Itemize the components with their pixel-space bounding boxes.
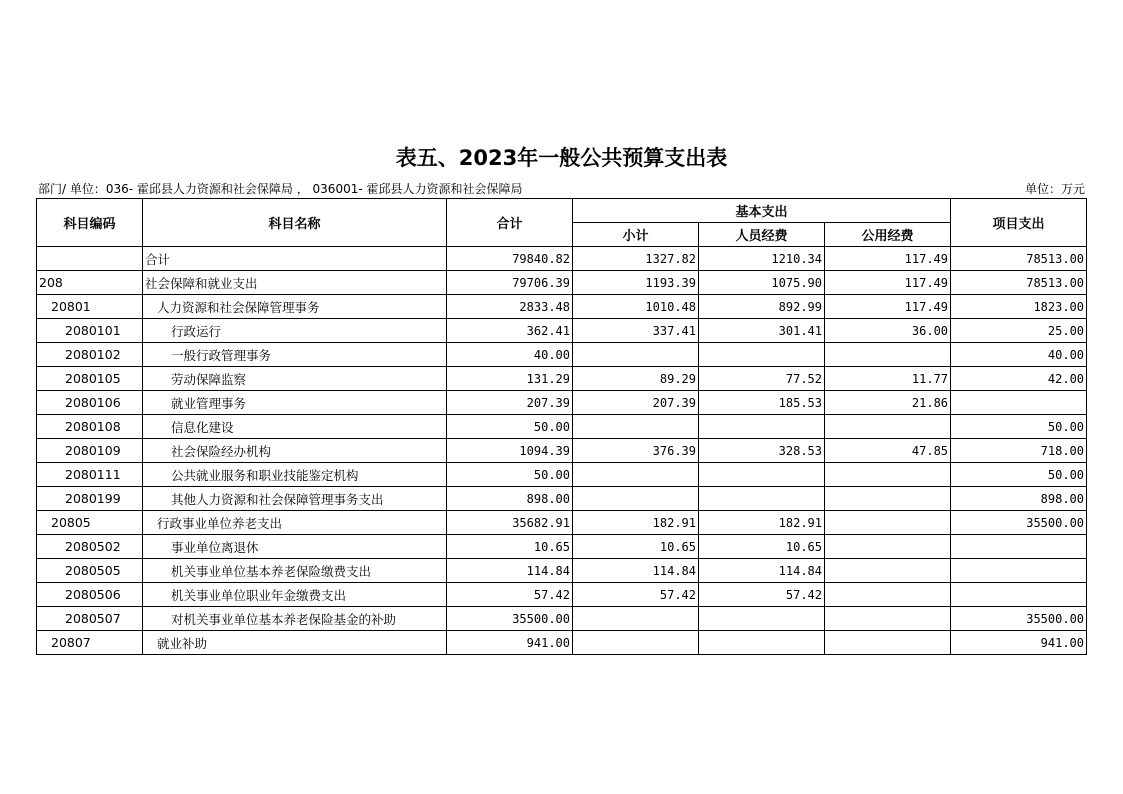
cell-public — [825, 463, 951, 487]
cell-project: 941.00 — [951, 631, 1087, 655]
table-row — [37, 271, 1087, 295]
cell-project: 78513.00 — [951, 247, 1087, 271]
cell-subtotal: 10.65 — [573, 535, 699, 559]
table-row — [37, 583, 1087, 607]
cell-code: 2080108 — [37, 415, 143, 439]
cell-personnel: 301.41 — [699, 319, 825, 343]
cell-personnel: 892.99 — [699, 295, 825, 319]
cell-project: 42.00 — [951, 367, 1087, 391]
cell-project: 1823.00 — [951, 295, 1087, 319]
header-code: 科目编码 — [37, 199, 143, 247]
table-row — [37, 343, 1087, 367]
cell-subtotal: 1193.39 — [573, 271, 699, 295]
cell-name: 机关事业单位基本养老保险缴费支出 — [143, 559, 447, 583]
page-title: 表五、2023年一般公共预算支出表 — [395, 146, 728, 170]
cell-code: 20807 — [37, 631, 143, 655]
cell-project: 35500.00 — [951, 607, 1087, 631]
cell-name: 行政运行 — [143, 319, 447, 343]
cell-public: 117.49 — [825, 247, 951, 271]
cell-personnel: 1075.90 — [699, 271, 825, 295]
budget-table — [36, 198, 1087, 655]
cell-total: 57.42 — [447, 583, 573, 607]
cell-total: 941.00 — [447, 631, 573, 655]
header-personnel: 人员经费 — [699, 223, 825, 247]
cell-personnel — [699, 415, 825, 439]
cell-code: 2080102 — [37, 343, 143, 367]
cell-subtotal: 182.91 — [573, 511, 699, 535]
cell-name: 就业管理事务 — [143, 391, 447, 415]
cell-personnel — [699, 343, 825, 367]
cell-name: 社会保险经办机构 — [143, 439, 447, 463]
cell-subtotal — [573, 487, 699, 511]
cell-code: 2080507 — [37, 607, 143, 631]
cell-personnel: 114.84 — [699, 559, 825, 583]
cell-personnel — [699, 607, 825, 631]
table-body — [37, 247, 1087, 655]
cell-subtotal — [573, 607, 699, 631]
cell-total: 40.00 — [447, 343, 573, 367]
cell-code: 2080506 — [37, 583, 143, 607]
cell-public: 21.86 — [825, 391, 951, 415]
cell-subtotal: 376.39 — [573, 439, 699, 463]
cell-subtotal — [573, 463, 699, 487]
cell-project — [951, 391, 1087, 415]
cell-personnel: 182.91 — [699, 511, 825, 535]
cell-total: 114.84 — [447, 559, 573, 583]
cell-code: 2080109 — [37, 439, 143, 463]
cell-total: 1094.39 — [447, 439, 573, 463]
cell-project: 40.00 — [951, 343, 1087, 367]
cell-total: 35682.91 — [447, 511, 573, 535]
cell-project: 898.00 — [951, 487, 1087, 511]
cell-subtotal: 1327.82 — [573, 247, 699, 271]
cell-public: 117.49 — [825, 295, 951, 319]
cell-total: 898.00 — [447, 487, 573, 511]
cell-code — [37, 247, 143, 271]
cell-total: 79840.82 — [447, 247, 573, 271]
cell-subtotal — [573, 415, 699, 439]
cell-public — [825, 535, 951, 559]
cell-total: 50.00 — [447, 415, 573, 439]
cell-name: 行政事业单位养老支出 — [143, 511, 447, 535]
cell-subtotal: 57.42 — [573, 583, 699, 607]
table-row — [37, 607, 1087, 631]
header-subtotal: 小计 — [573, 223, 699, 247]
cell-code: 2080199 — [37, 487, 143, 511]
cell-personnel: 328.53 — [699, 439, 825, 463]
cell-public — [825, 343, 951, 367]
cell-personnel: 1210.34 — [699, 247, 825, 271]
table-row — [37, 559, 1087, 583]
header-basic: 基本支出 — [573, 199, 951, 223]
cell-code: 208 — [37, 271, 143, 295]
cell-public — [825, 415, 951, 439]
cell-total: 207.39 — [447, 391, 573, 415]
cell-subtotal: 114.84 — [573, 559, 699, 583]
cell-project: 50.00 — [951, 415, 1087, 439]
cell-personnel: 10.65 — [699, 535, 825, 559]
report-meta — [38, 180, 1085, 197]
table-row — [37, 247, 1087, 271]
cell-personnel: 57.42 — [699, 583, 825, 607]
table-row — [37, 319, 1087, 343]
cell-name: 公共就业服务和职业技能鉴定机构 — [143, 463, 447, 487]
table-row — [37, 631, 1087, 655]
cell-subtotal: 207.39 — [573, 391, 699, 415]
cell-public — [825, 583, 951, 607]
cell-subtotal: 337.41 — [573, 319, 699, 343]
cell-total: 10.65 — [447, 535, 573, 559]
cell-name: 其他人力资源和社会保障管理事务支出 — [143, 487, 447, 511]
cell-name: 机关事业单位职业年金缴费支出 — [143, 583, 447, 607]
cell-code: 20805 — [37, 511, 143, 535]
table-row — [37, 487, 1087, 511]
cell-code: 2080105 — [37, 367, 143, 391]
cell-public: 11.77 — [825, 367, 951, 391]
cell-code: 2080505 — [37, 559, 143, 583]
cell-personnel — [699, 463, 825, 487]
cell-public — [825, 487, 951, 511]
table-row — [37, 295, 1087, 319]
cell-code: 20801 — [37, 295, 143, 319]
cell-project: 78513.00 — [951, 271, 1087, 295]
cell-name: 就业补助 — [143, 631, 447, 655]
cell-total: 35500.00 — [447, 607, 573, 631]
cell-public: 47.85 — [825, 439, 951, 463]
cell-public — [825, 631, 951, 655]
cell-project: 35500.00 — [951, 511, 1087, 535]
cell-personnel: 77.52 — [699, 367, 825, 391]
table-row — [37, 511, 1087, 535]
cell-code: 2080101 — [37, 319, 143, 343]
table-row — [37, 439, 1087, 463]
cell-personnel — [699, 487, 825, 511]
cell-name: 一般行政管理事务 — [143, 343, 447, 367]
cell-subtotal — [573, 631, 699, 655]
table-row — [37, 391, 1087, 415]
cell-project: 50.00 — [951, 463, 1087, 487]
cell-code: 2080106 — [37, 391, 143, 415]
cell-personnel: 185.53 — [699, 391, 825, 415]
cell-name: 事业单位离退休 — [143, 535, 447, 559]
cell-project — [951, 583, 1087, 607]
cell-subtotal: 89.29 — [573, 367, 699, 391]
header-total: 合计 — [447, 199, 573, 247]
cell-name: 社会保障和就业支出 — [143, 271, 447, 295]
cell-public: 117.49 — [825, 271, 951, 295]
cell-public — [825, 559, 951, 583]
cell-total: 362.41 — [447, 319, 573, 343]
cell-public — [825, 607, 951, 631]
cell-public: 36.00 — [825, 319, 951, 343]
department-label: 部门/ 单位：036- 霍邱县人力资源和社会保障局 ， 036001- 霍邱县人力资源和社会保障局 — [38, 182, 523, 196]
cell-project: 25.00 — [951, 319, 1087, 343]
cell-total: 79706.39 — [447, 271, 573, 295]
unit-label: 单位：万元 — [1024, 182, 1085, 196]
cell-code: 2080502 — [37, 535, 143, 559]
header-name: 科目名称 — [143, 199, 447, 247]
table-row — [37, 535, 1087, 559]
table-row — [37, 367, 1087, 391]
cell-name: 对机关事业单位基本养老保险基金的补助 — [143, 607, 447, 631]
cell-subtotal — [573, 343, 699, 367]
cell-total: 131.29 — [447, 367, 573, 391]
cell-project: 718.00 — [951, 439, 1087, 463]
cell-code: 2080111 — [37, 463, 143, 487]
header-public: 公用经费 — [825, 223, 951, 247]
cell-name: 合计 — [143, 247, 447, 271]
table-row — [37, 415, 1087, 439]
cell-subtotal: 1010.48 — [573, 295, 699, 319]
cell-public — [825, 511, 951, 535]
cell-name: 人力资源和社会保障管理事务 — [143, 295, 447, 319]
cell-project — [951, 535, 1087, 559]
cell-name: 劳动保障监察 — [143, 367, 447, 391]
header-project: 项目支出 — [951, 199, 1087, 247]
cell-name: 信息化建设 — [143, 415, 447, 439]
cell-project — [951, 559, 1087, 583]
table-row — [37, 463, 1087, 487]
cell-personnel — [699, 631, 825, 655]
cell-total: 2833.48 — [447, 295, 573, 319]
cell-total: 50.00 — [447, 463, 573, 487]
